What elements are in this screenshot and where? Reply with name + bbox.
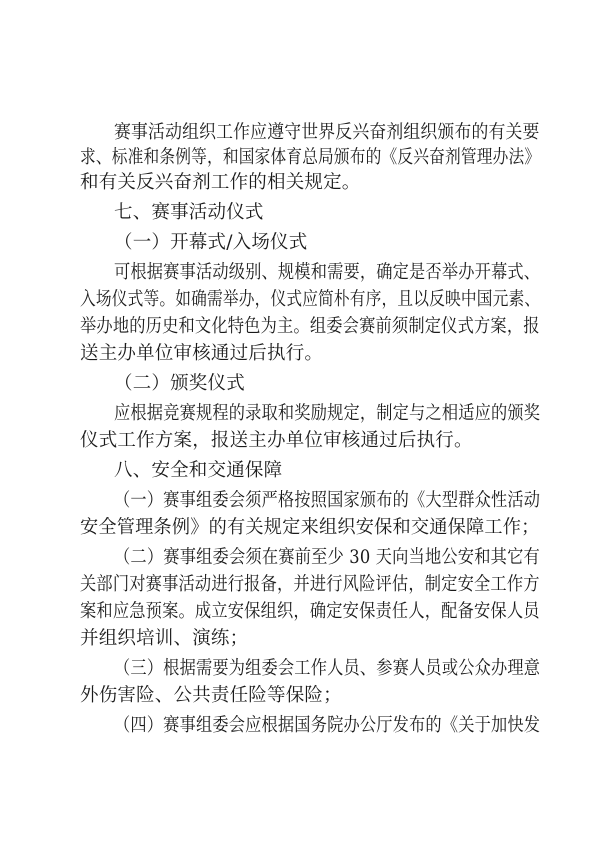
text-line-19: 并组织培训、演练； — [80, 628, 249, 649]
text-line-12: 仪式工作方案，报送主办单位审核通过后执行。 — [80, 430, 473, 451]
subsection-heading-award: （二）颁奖仪式 — [114, 373, 245, 394]
text-line-16: （二）赛事组委会须在赛前至少 30 天向当地公安和其它有 — [114, 547, 540, 568]
text-line-14: （一）赛事组委会须严格按照国家颁布的《大型群众性活动 — [114, 490, 541, 511]
text-line-17: 关部门对赛事活动进行报备，并进行风险评估，制定安全工作方 — [80, 574, 540, 595]
text-line-15: 安全管理条例》的有关规定来组织安保和交通保障工作； — [80, 517, 540, 538]
subsection-heading-opening: （一）开幕式/入场仪式 — [114, 232, 308, 253]
section-heading-7: 七、赛事活动仪式 — [114, 202, 264, 223]
text-line-9: 送主办单位审核通过后执行。 — [80, 343, 324, 364]
text-line-2: 求、标准和条例等，和国家体育总局颁布的《反兴奋剂管理办法》 — [80, 147, 541, 168]
text-line-1: 赛事活动组织工作应遵守世界反兴奋剂组织颁布的有关要 — [114, 122, 540, 143]
text-line-21: 外伤害险、公共责任险等保险； — [80, 685, 342, 706]
text-line-8: 举办地的历史和文化特色为主。组委会赛前须制定仪式方案，报 — [80, 316, 540, 337]
text-line-7: 入场仪式等。如确需举办，仪式应简朴有序，且以反映中国元素、 — [80, 289, 541, 310]
text-line-18: 案和应急预案。成立安保组织，确定安保责任人，配备安保人员 — [80, 601, 540, 622]
text-line-3: 和有关反兴奋剂工作的相关规定。 — [80, 172, 361, 193]
text-line-11: 应根据竞赛规程的录取和奖励规定，制定与之相适应的颁奖 — [114, 403, 541, 424]
text-line-20: （三）根据需要为组委会工作人员、参赛人员或公众办理意 — [114, 658, 541, 679]
section-heading-8: 八、安全和交通保障 — [114, 460, 283, 481]
text-line-22: （四）赛事组委会应根据国务院办公厅发布的《关于加快发 — [114, 715, 541, 736]
text-line-6: 可根据赛事活动级别、规模和需要，确定是否举办开幕式、 — [114, 262, 541, 283]
